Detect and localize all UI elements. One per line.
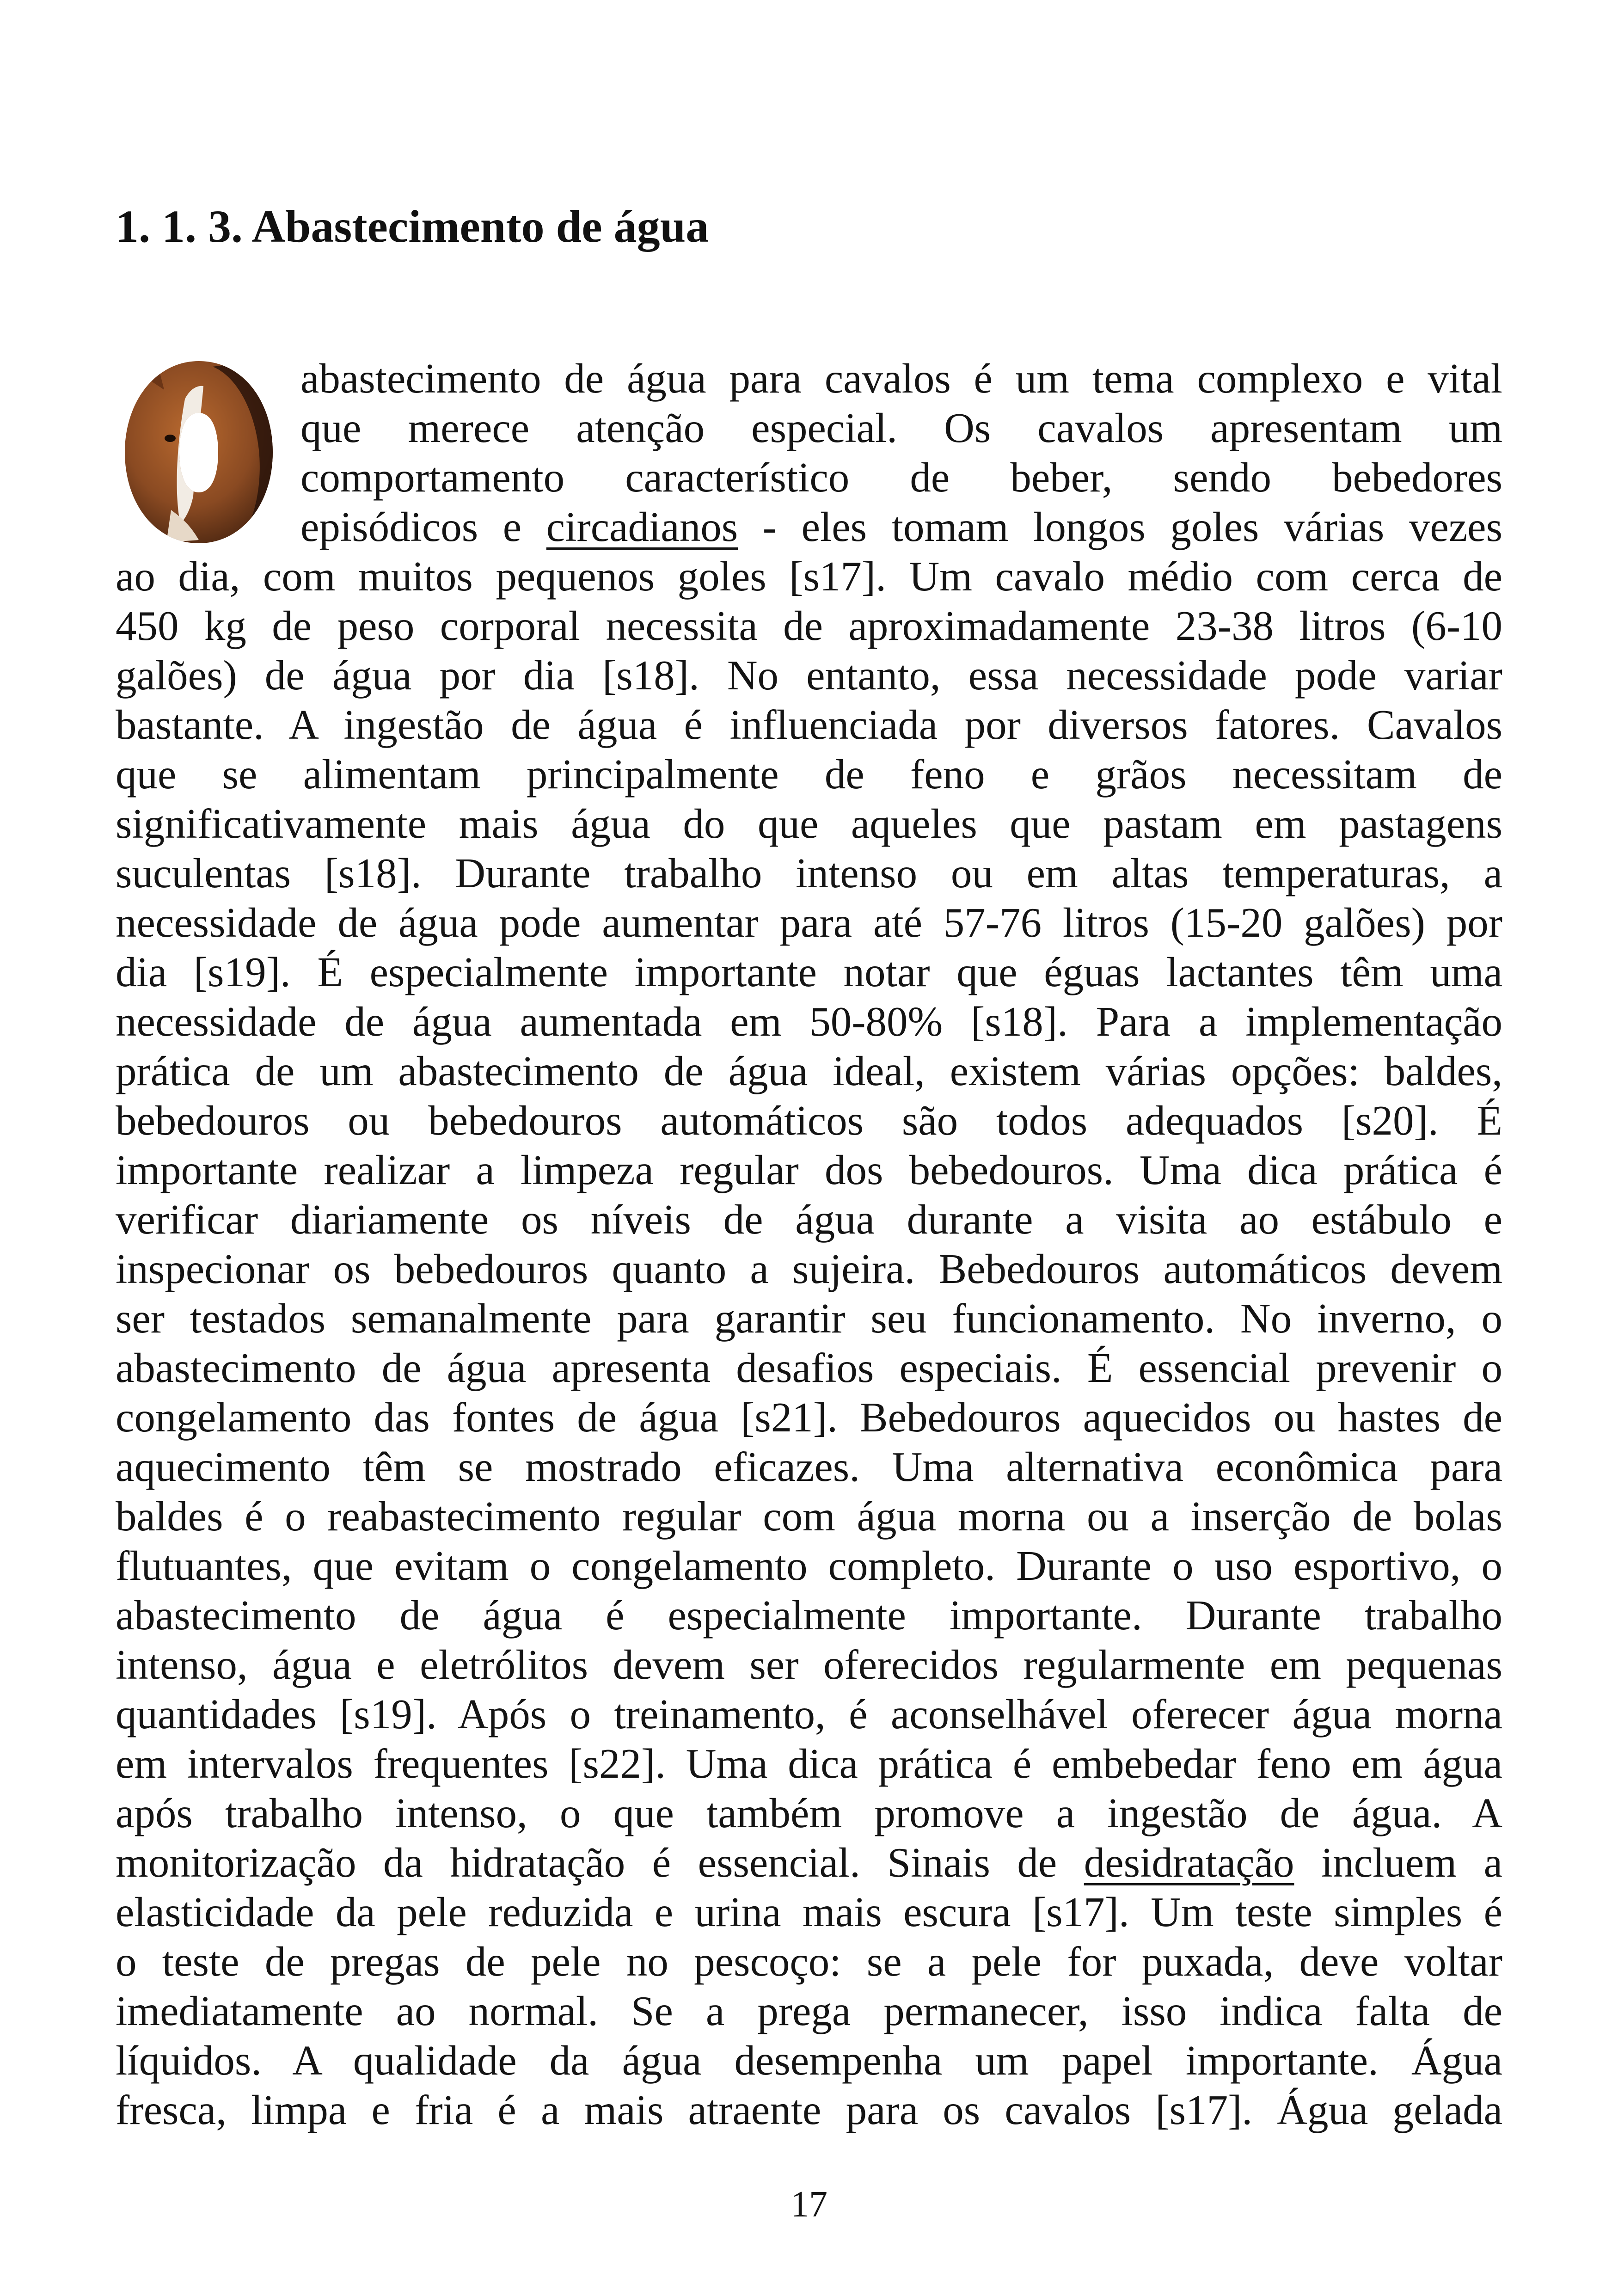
- text-segment: - eles tomam longos goles várias vezes: [738, 503, 1502, 550]
- text-line: que merece atenção especial. Os cavalos apresentam um: [300, 405, 1502, 451]
- text-segment: monitorização da hidratação é essencial. Sinais de: [116, 1839, 1084, 1886]
- text-segment: incluem a: [1294, 1839, 1502, 1886]
- text-line: fresca, limpa e fria é a mais atraente para os cavalos [s17]. Água gelada: [116, 2087, 1502, 2133]
- text-line: significativamente mais água do que aqueles que pastam em pastagens: [116, 800, 1502, 847]
- text-line: suculentas [s18]. Durante trabalho intenso ou em altas temperaturas, a: [116, 850, 1502, 896]
- text-line: flutuantes, que evitam o congelamento completo. Durante o uso esportivo, o: [116, 1542, 1502, 1589]
- paragraph-lines: [116, 354, 1502, 2135]
- text-line: que se alimentam principalmente de feno e grãos necessitam de: [116, 751, 1502, 798]
- text-line: o teste de pregas de pele no pescoço: se a pele for puxada, deve voltar: [116, 1938, 1502, 1985]
- text-line: 450 kg de peso corporal necessita de aproximadamente 23-38 litros (6-10: [116, 602, 1502, 649]
- text-line: necessidade de água aumentada em 50-80% [s18]. Para a implementação: [116, 998, 1502, 1045]
- text-line: verificar diariamente os níveis de água durante a visita ao estábulo e: [116, 1196, 1502, 1243]
- underlined-term-link[interactable]: circadianos: [546, 503, 738, 550]
- text-line: abastecimento de água é especialmente importante. Durante trabalho: [116, 1592, 1502, 1639]
- text-line: quantidades [s19]. Após o treinamento, é aconselhável oferecer água morna: [116, 1691, 1502, 1737]
- text-line: congelamento das fontes de água [s21]. Bebedouros aquecidos ou hastes de: [116, 1394, 1502, 1441]
- text-line: baldes é o reabastecimento regular com água morna ou a inserção de bolas: [116, 1493, 1502, 1540]
- text-segment: episódicos e: [300, 503, 546, 550]
- text-line: abastecimento de água apresenta desafios especiais. É essencial prevenir o: [116, 1344, 1502, 1391]
- underlined-term-link[interactable]: desidratação: [1084, 1839, 1294, 1886]
- text-line: importante realizar a limpeza regular dos bebedouros. Uma dica prática é: [116, 1147, 1502, 1193]
- horse-head-icon: [116, 357, 282, 547]
- body-paragraph: [116, 354, 1502, 2135]
- text-line: [116, 1838, 1502, 1887]
- text-line: [116, 502, 1502, 552]
- text-line: bebedouros ou bebedouros automáticos são todos adequados [s20]. É: [116, 1097, 1502, 1144]
- text-line: prática de um abastecimento de água ideal, existem várias opções: baldes,: [116, 1048, 1502, 1094]
- text-line: inspecionar os bebedouros quanto a sujeira. Bebedouros automáticos devem: [116, 1246, 1502, 1292]
- text-line: abastecimento de água para cavalos é um tema complexo e vital: [300, 355, 1502, 402]
- text-line: líquidos. A qualidade da água desempenha um papel importante. Água: [116, 2037, 1502, 2084]
- text-line: após trabalho intenso, o que também promove a ingestão de água. A: [116, 1790, 1502, 1836]
- section-heading: 1. 1. 3. Abastecimento de água: [116, 201, 709, 252]
- text-line: em intervalos frequentes [s22]. Uma dica prática é embebedar feno em água: [116, 1740, 1502, 1787]
- text-line: ao dia, com muitos pequenos goles [s17]. Um cavalo médio com cerca de: [116, 553, 1502, 600]
- text-line: bastante. A ingestão de água é influenciada por diversos fatores. Cavalos: [116, 701, 1502, 748]
- text-line: necessidade de água pode aumentar para até 57-76 litros (15-20 galões) por: [116, 899, 1502, 946]
- text-line: elasticidade da pele reduzida e urina mais escura [s17]. Um teste simples é: [116, 1889, 1502, 1935]
- text-line: aquecimento têm se mostrado eficazes. Uma alternativa econômica para: [116, 1443, 1502, 1490]
- page-number: 17: [791, 2184, 827, 2225]
- text-line: dia [s19]. É especialmente importante notar que éguas lactantes têm uma: [116, 949, 1502, 995]
- dropcap-letter-o: [116, 357, 282, 547]
- text-line: imediatamente ao normal. Se a prega permanecer, isso indica falta de: [116, 1988, 1502, 2034]
- text-line: intenso, água e eletrólitos devem ser oferecidos regularmente em pequenas: [116, 1641, 1502, 1688]
- text-line: galões) de água por dia [s18]. No entanto, essa necessidade pode variar: [116, 652, 1502, 699]
- text-line: ser testados semanalmente para garantir seu funcionamento. No inverno, o: [116, 1295, 1502, 1342]
- text-line: comportamento característico de beber, sendo bebedores: [300, 454, 1502, 501]
